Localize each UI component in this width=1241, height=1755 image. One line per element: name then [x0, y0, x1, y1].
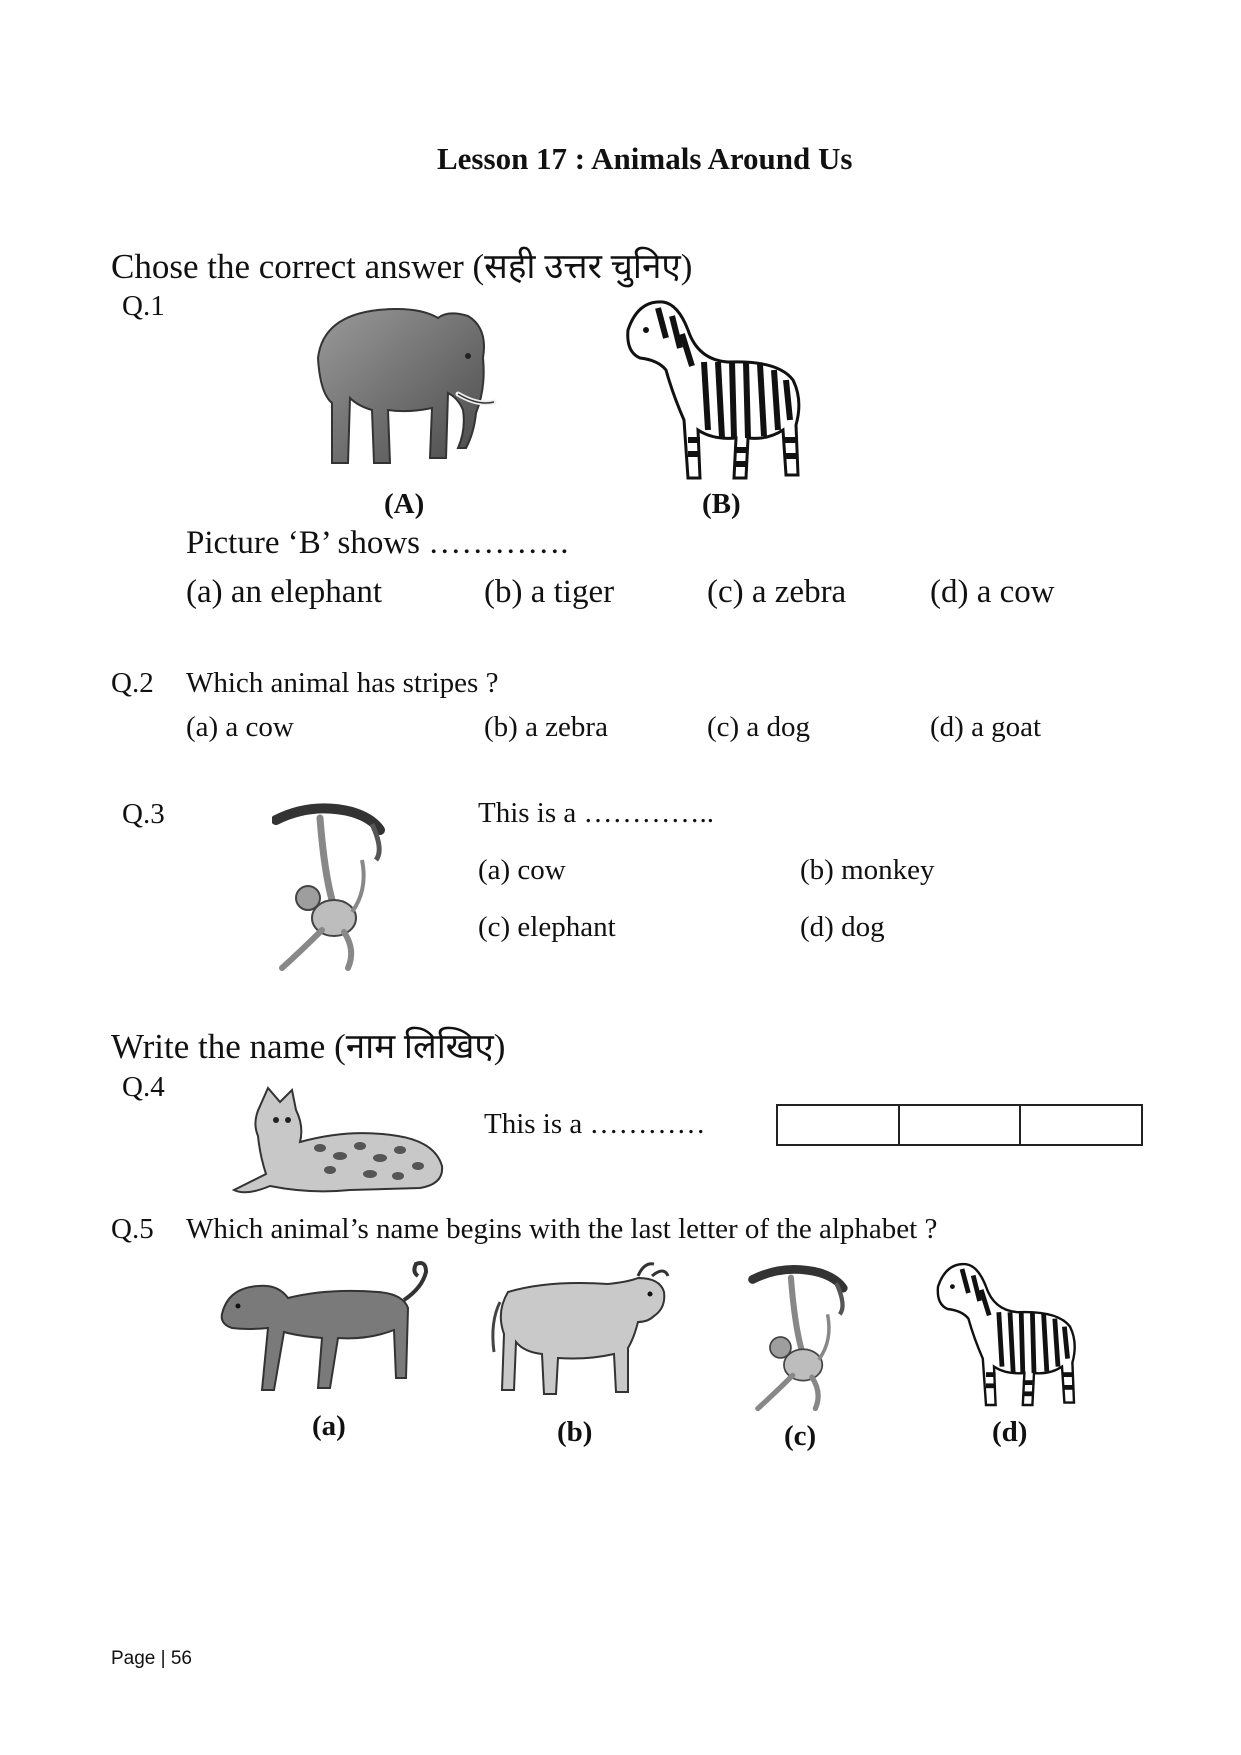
question-number: Q.2	[111, 667, 154, 699]
option-d[interactable]: (d) a goat	[930, 711, 1042, 743]
picture-caption-a: (A)	[384, 488, 425, 520]
question-text: Which animal’s name begins with the last letter of the alphabet ?	[186, 1213, 938, 1245]
option-c[interactable]: (c) elephant	[478, 911, 616, 943]
option-c[interactable]: (c) a zebra	[707, 574, 847, 610]
zebra-icon	[618, 290, 818, 486]
question-prompt: Picture ‘B’ shows ………….	[186, 525, 569, 561]
option-b[interactable]: (b) monkey	[800, 854, 935, 886]
option-a[interactable]: (a) an elephant	[186, 574, 383, 610]
option-d[interactable]: (d) dog	[800, 911, 885, 943]
monkey-icon	[272, 800, 398, 972]
question-number: Q.4	[122, 1071, 165, 1103]
question-text: Which animal has stripes ?	[186, 667, 499, 699]
letter-box[interactable]	[900, 1106, 1022, 1144]
zebra-icon	[930, 1254, 1090, 1412]
picture-caption-a: (a)	[312, 1410, 346, 1442]
answer-letter-boxes[interactable]	[776, 1104, 1143, 1146]
option-c[interactable]: (c) a dog	[707, 711, 811, 743]
section-heading-write: Write the name (नाम लिखिए)	[111, 1027, 506, 1066]
option-a[interactable]: (a) cow	[478, 854, 566, 886]
letter-box[interactable]	[1021, 1106, 1141, 1144]
option-d[interactable]: (d) a cow	[930, 574, 1055, 610]
question-prompt: This is a …………..	[478, 797, 715, 829]
page-number: Page | 56	[111, 1648, 193, 1669]
question-prompt: This is a …………	[484, 1108, 706, 1140]
cat-icon	[230, 1086, 448, 1200]
page-title: Lesson 17 : Animals Around Us	[437, 141, 853, 176]
option-b[interactable]: (b) a zebra	[484, 711, 608, 743]
option-a[interactable]: (a) a cow	[186, 711, 294, 743]
picture-caption-b: (b)	[557, 1416, 593, 1448]
elephant-icon	[298, 298, 524, 478]
monkey-icon	[734, 1262, 874, 1412]
picture-caption-d: (d)	[992, 1416, 1028, 1448]
section-heading-choose: Chose the correct answer (सही उत्तर चुनिए)	[111, 247, 693, 286]
letter-box[interactable]	[778, 1106, 900, 1144]
picture-caption-b: (B)	[702, 488, 741, 520]
question-number: Q.1	[122, 290, 165, 322]
option-b[interactable]: (b) a tiger	[484, 574, 615, 610]
question-number: Q.5	[111, 1213, 154, 1245]
picture-caption-c: (c)	[784, 1420, 817, 1452]
dog-icon	[218, 1258, 434, 1396]
question-number: Q.3	[122, 798, 165, 830]
cow-icon	[488, 1262, 674, 1402]
